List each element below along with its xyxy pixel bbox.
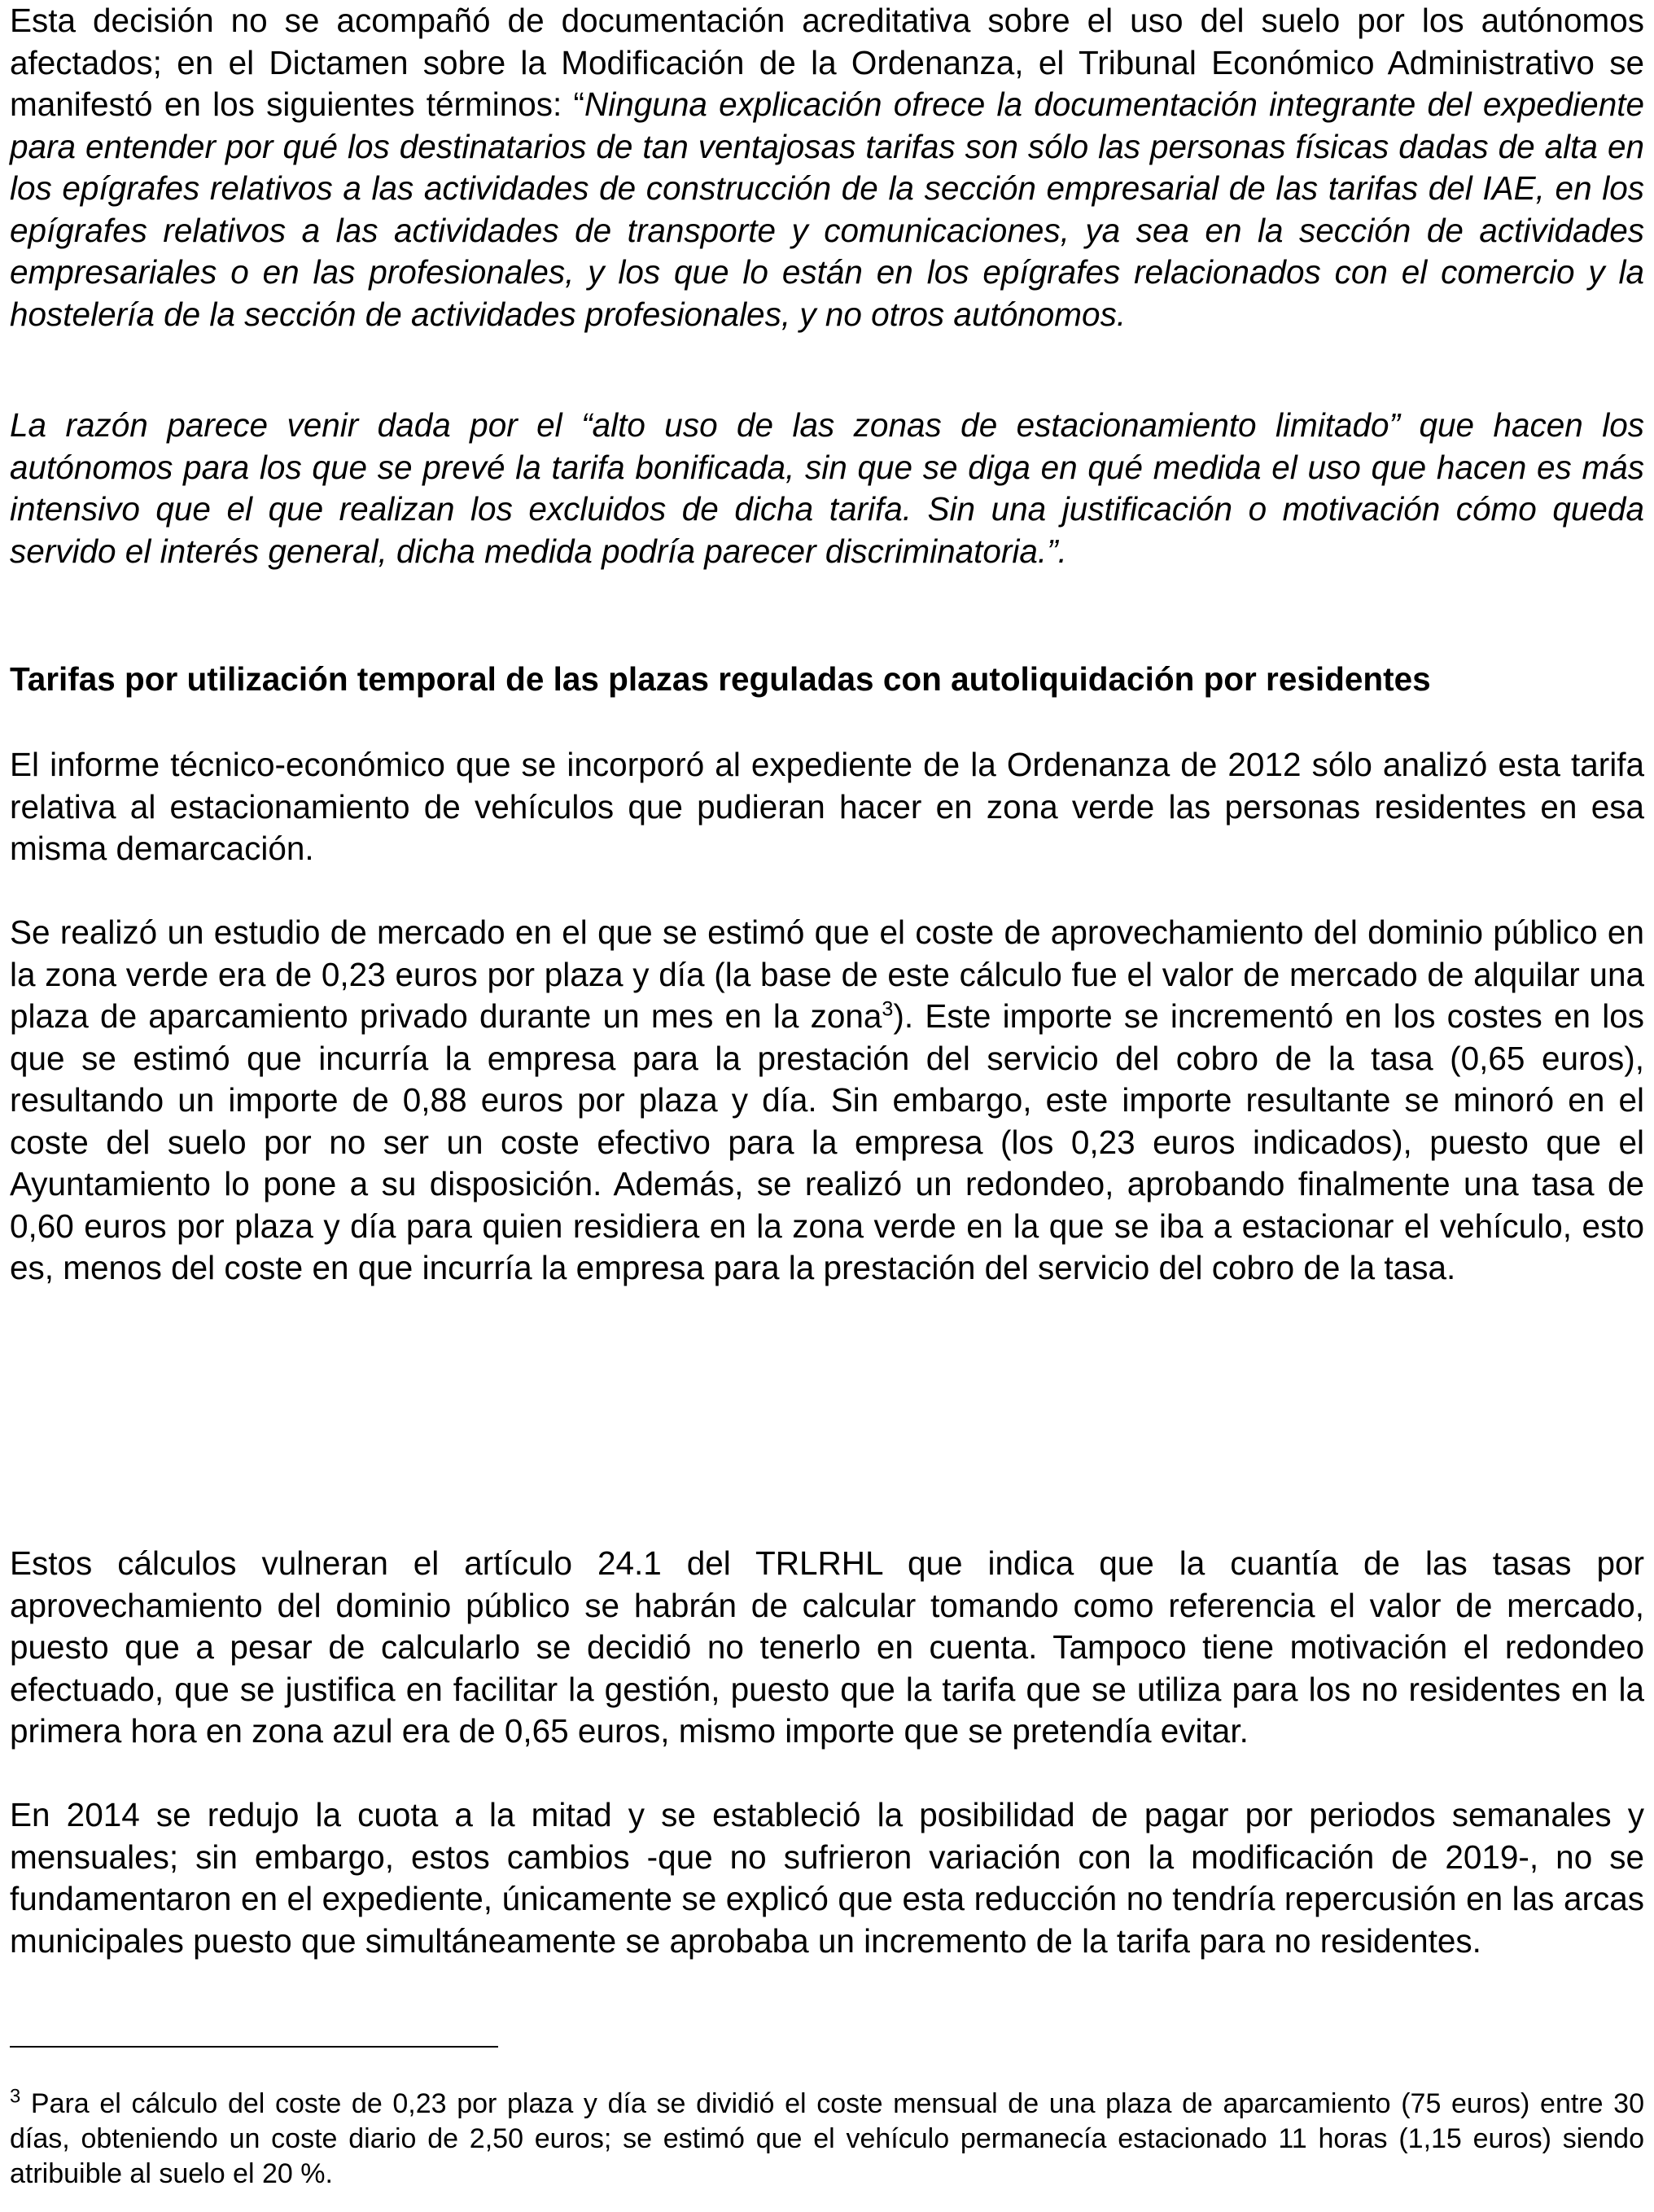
document-page (10, 0, 1644, 2212)
paragraph-text: Se realizó un estudio de mercado en el que se estimó que el coste de aprovechamiento del dominio público en la zona verde era de 0,23 euros por plaza y día (la base de este cálculo fue el valor de mercado de alquilar una plaza de aparcamiento privado durante un mes en la zona (10, 913, 1644, 1035)
paragraph-legal-violation: Estos cálculos vulneran el artículo 24.1 del TRLRHL que indica que la cuantía de las tasas por aprovechamiento del dominio público se habrán de calcular tomando como referencia el valor de mercado, puesto que a pesar de calcularlo se decidió no tenerlo en cuenta. Tampoco tiene motivación el redondeo efectuado, que se justifica en facilitar la gestión, puesto que la tarifa que se utiliza para los no residentes en la primera hora en zona azul era de 0,65 euros, mismo importe que se pretendía evitar. (10, 1544, 1644, 1750)
quoted-text: La razón parece venir dada por el “alto uso de las zonas de estacionamiento limitado” que hacen los autónomos para los que se prevé la tarifa bonificada, sin que se diga en qué medida el uso que hacen es más intensivo que el que realizan los excluidos de dicha tarifa. Sin una justificación o motivación cómo queda servido el interés general, dicha medida podría parecer discriminatoria.”. (10, 406, 1644, 570)
paragraph-2014-reduction: En 2014 se redujo la cuota a la mitad y se estableció la posibilidad de pagar por periodos semanales y mensuales; sin embargo, estos cambios -que no sufrieron variación con la modificación de 2019-, no se fundamentaron en el expediente, únicamente se explicó que esta reducción no tendría repercusión en las arcas municipales puesto que simultáneamente se aprobaba un incremento de la tarifa para no residentes. (10, 1796, 1644, 1960)
quoted-text: Ninguna explicación ofrece la documentación integrante del expediente para entender por qué los destinatarios de tan ventajosas tarifas son sólo las personas físicas dadas de alta en los epígrafes relativos a las actividades de construcción de la sección empresarial de las tarifas del IAE, en los epígrafes relativos a las actividades de transporte y comunicaciones, ya sea en la sección de actividades empresariales o en las profesionales, y los que lo están en los epígrafes relacionados con el comercio y la hostelería de la sección de actividades profesionales, y no otros autónomos. (10, 85, 1644, 333)
paragraph-tea-opinion-quote (10, 405, 1644, 572)
footnote-text: Para el cálculo del coste de 0,23 por plaza y día se dividió el coste mensual de una plaza de aparcamiento (75 euros) entre 30 días, obteniendo un coste diario de 2,50 euros; se estimó que el vehículo permanecía estacionado 11 horas (1,15 euros) siendo atribuible al suelo el 20 %. (10, 2088, 1644, 2189)
footnote (10, 2087, 1644, 2192)
paragraph-text: ). Este importe se incrementó en los costes en los que se estimó que incurría la empresa para la prestación del servicio del cobro de la tasa (0,65 euros), resultando un importe de 0,88 euros por plaza y día. Sin embargo, este importe resultante se minoró en el coste del suelo por no ser un coste efectivo para la empresa (los 0,23 euros indicados), puesto que el Ayuntamiento lo pone a su disposición. Además, se realizó un redondeo, aprobando finalmente una tasa de 0,60 euros por plaza y día para quien residiera en la zona verde en la que se iba a estacionar el vehículo, esto es, menos del coste en que incurría la empresa para la prestación del servicio del cobro de la tasa. (10, 997, 1644, 1286)
section-heading: Tarifas por utilización temporal de las plazas reguladas con autoliquidación por residentes (10, 660, 1431, 698)
footnote-separator (10, 2046, 498, 2048)
paragraph-technical-report: El informe técnico-económico que se incorporó al expediente de la Ordenanza de 2012 sólo analizó esta tarifa relativa al estacionamiento de vehículos que pudieran hacer en zona verde las personas residentes en esa misma demarcación. (10, 746, 1644, 867)
paragraph-market-study (10, 912, 1644, 1290)
paragraph-text: Esta decisión no se acompañó de documentación acreditativa sobre el uso del suelo por los autónomos afectados; en el Dictamen sobre la Modificación de la Ordenanza, el Tribunal Económico Administrativo se manifestó en los siguientes términos: “ (10, 2, 1644, 123)
paragraph-tea-opinion-intro (10, 0, 1644, 335)
footnote-reference[interactable]: 3 (882, 997, 894, 1021)
footnote-number: 3 (10, 2085, 21, 2108)
